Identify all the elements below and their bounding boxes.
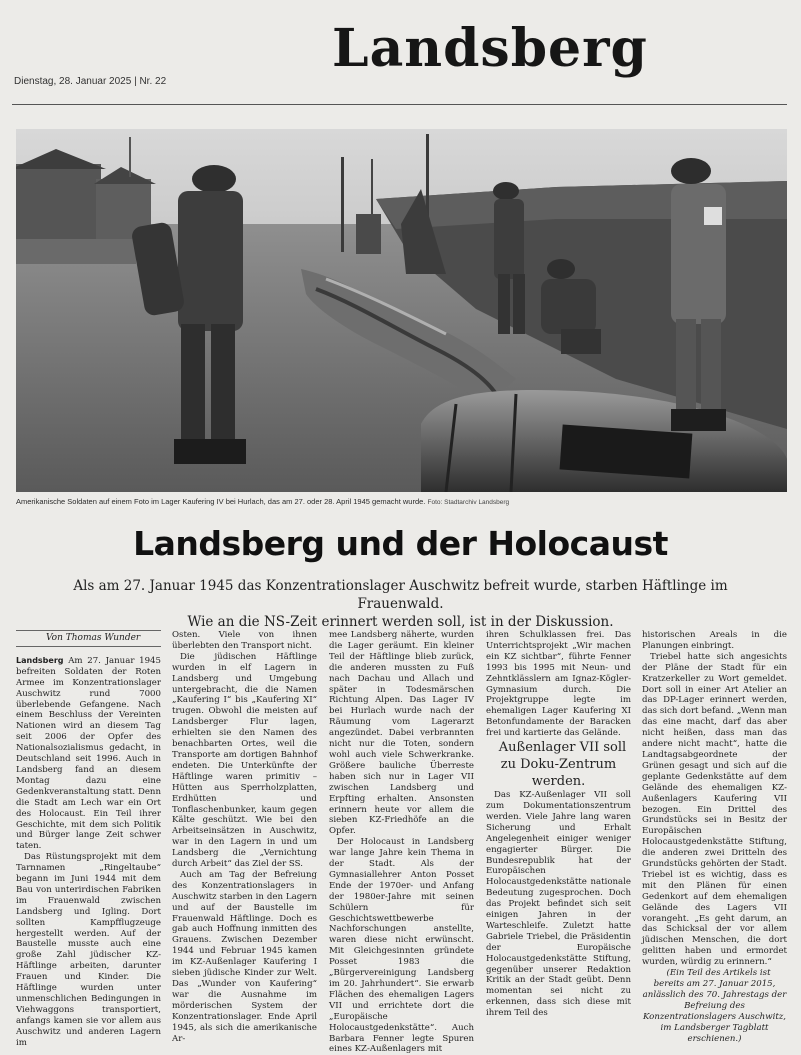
byline: Von Thomas Wunder <box>16 630 161 647</box>
paragraph: Auch am Tag der Befreiung des Konzentrationslagers in Auschwitz starben in den Lagern und auf der Baustelle im Frauenwald Häftlinge. Doch es gab auch Hoffnung inmitten des Grauens. Zwischen Dezember 1944 und Februar 1945 kamen im KZ-Außenlager Kaufering I sieben jüdische Kinder zur Welt. Das „Wunder von Kaufering“ war die Ausnahme im mörderischen System der Konzentrationslager. Ende April 1945, als sich die amerikanische Ar- <box>172 869 317 1044</box>
paragraph: ihren Schulklassen frei. Das Unterrichtsprojekt „Wir machen ein KZ sichtbar“, führte Fenner 1993 bis 1995 mit Neun- und Zehntklässlern am Ignaz-Kögler-Gymnasium durch. Die Projektgruppe legte im ehemaligen Lager Kaufering XI Betonfundamente der Baracken frei und kartierte das Gelände. <box>486 630 631 739</box>
caption-text: Amerikanische Soldaten auf einem Foto im Lager Kaufering IV bei Hurlach, das am 27. oder 28. April 1945 gemacht wurde. <box>16 497 426 506</box>
paragraph: Der Holocaust in Landsberg war lange Jahre kein Thema in der Stadt. Als der Gymnasiallehrer Anton Posset Ende der 1970er- und Anfang der 1980er-Jahre mit seinen Schülern für Geschichtswettbewerbe Nachforschungen anstellte, waren diese nicht erwünscht. Mit Gleichgesinnten gründete Posset 1983 die „Bürgervereinigung Landsberg im 20. Jahrhundert“. Sie erwarb Flächen des ehemaligen Lagers VII und errichtete dort die „Europäische Holocaustgedenkstätte“. Auch Barbara Fenner legte Spuren eines KZ-Außenlagers mit <box>329 837 474 1055</box>
dateline: Dienstag, 28. Januar 2025 | Nr. 22 <box>14 76 167 87</box>
article-column-1 <box>16 630 161 1049</box>
article-column-2 <box>172 630 317 1044</box>
section-subheading: Außenlager VII soll zu Doku-Zentrum werden. <box>498 740 627 790</box>
masthead-rule <box>12 104 787 105</box>
subhead-line-1: Als am 27. Januar 1945 das Konzentrationslager Auschwitz befreit wurde, starben Häftlinge im Frauenwald. <box>73 578 728 612</box>
paragraph: Das Rüstungsprojekt mit dem Tarnnamen „Ringeltaube“ begann im Juni 1944 mit dem Bau von unterirdischen Fabriken im Frauenwald zwischen Landsberg und Igling. Dort sollten Kampfflugzeuge hergestellt werden. Auf der Baustelle musste auch eine große Zahl jüdischer KZ-Häftlinge arbeiten, darunter Frauen und Kinder. Die Häftlinge wurden unter unmenschlichen Bedingungen in Viehwaggons transportiert, anfangs kamen sie vor allem aus Auschwitz und anderen Lagern im <box>16 852 161 1048</box>
photo-illustration <box>16 129 787 492</box>
article-photo <box>16 129 787 492</box>
paragraph: Die jüdischen Häftlinge wurden in elf Lagern in Landsberg und Umgebung untergebracht, die die Namen „Kaufering I“ bis „Kaufering XI“ trugen. Obwohl die meisten auf Landsberger Flur lagen, erhielten sie den Namen des benachbarten Ortes, weil die Transporte am dortigen Bahnhof endeten. Die Unterkünfte der Häftlinge waren primitiv – Hütten aus Sperrholzplatten, Erdhütten und Tonflaschenbunker, kaum gegen Kälte geschützt. Wie bei den Arbeitseinsätzen in Auschwitz, war in den Lagern in und um Landsberg die „Vernichtung durch Arbeit“ das Ziel der SS. <box>172 651 317 870</box>
article-column-5 <box>642 630 787 1044</box>
article-subhead <box>30 577 771 631</box>
paragraph: Das KZ-Außenlager VII soll zum Dokumentationszentrum werden. Viele Jahre lang waren Sicherung und Erhalt Angelegenheit einiger weniger engagierter Bürger. Die Bundesrepublik hat der Europäischen Holocaustgedenkstätte nationale Bedeutung zugesprochen. Doch das Projekt befindet sich seit einigen Jahren in der Warteschleife. Zuletzt hatte Gabriele Triebel, die Präsidentin der Europäische Holocaustgedenkstätte Stiftung, gegenüber unserer Redaktion Kritik an der Stadt geübt. Denn momentan sei nicht zu erkennen, dass sich diese mit ihrem Teil des <box>486 790 631 1019</box>
article-column-3 <box>329 630 474 1055</box>
article-column-4 <box>486 630 631 1019</box>
paragraph: historischen Areals in die Planungen einbringt. <box>642 630 787 651</box>
paragraph <box>16 656 161 852</box>
editor-note: (Ein Teil des Artikels ist bereits am 27. Januar 2015, anlässlich des 70. Jahrestags der Befreiung des Konzentrationslagers Auschwitz, im Landsberger Tagblatt erschienen.) <box>642 968 787 1044</box>
paragraph: mee Landsberg näherte, wurden die Lager geräumt. Ein kleiner Teil der Häftlinge blieb zurück, die anderen mussten zu Fuß nach Dachau und Allach und später in Todesmärschen Richtung Alpen. Das Lager IV bei Hurlach wurde nach der Räumung vom Lagerarzt angezündet. Dabei verbrannten nicht nur die Toten, sondern wohl auch viele Schwerkranke. Größere bauliche Überreste haben sich nur in Lager VII zwischen Landsberg und Erpfting erhalten. Ansonsten erinnern heute vor allem die sieben KZ-Friedhöfe an die Opfer. <box>329 630 474 837</box>
photo-caption <box>16 497 787 506</box>
paragraph: Triebel hatte sich angesichts der Pläne der Stadt für ein Kratzerkeller zu Wort gemeldet. Dort soll in einer Art Atelier an das DP-Lager erinnert werden, das sich dort befand. „Wenn man das eine macht, darf das aber nicht heißen, dass man das andere nicht macht“, hatte die Landtagsabgeordnete der Grünen gesagt und sich auf die geplante Gedenkstätte auf dem Gelände des ehemaligen KZ-Außenlagers Kaufering VII bezogen. Ein Drittel des Grundstücks sei in Besitz der Europäischen Holocaustgedenkstätte Stiftung, die anderen zwei Dritteln des Grundstücks gehörten der Stadt. Triebel ist es wichtig, dass es mit den Plänen für einen Gedenkort auf dem ehemaligen Gelände des Lagers VII vorangeht. „Es geht darum, an das Schicksal der vor allem jüdischen Menschen, die dort gelitten haben und ermordet wurden, würdig zu erinnern.“ <box>642 651 787 968</box>
masthead-title: Landsberg <box>332 18 648 79</box>
paragraph: Osten. Viele von ihnen überlebten den Transport nicht. <box>172 630 317 651</box>
dateline-place: Landsberg <box>16 655 64 665</box>
article-headline: Landsberg und der Holocaust <box>133 524 668 563</box>
paragraph-text: Am 27. Januar 1945 befreiten Soldaten der Roten Armee im Konzentrationslager Auschwitz rund 7000 überlebende Gefangene. Nach einem Beschluss der Vereinten Nationen wird an diesem Tag seit 2006 der Opfer des Nationalsozialismus gedacht, in Deutschland seit 1996. Auch in Landsberg fand an diesem Montag dazu eine Gedenkveranstaltung statt. Denn die Stadt am Lech war ein Ort des Holocaust. Ein Teil ihrer Geschichte, mit dem sich Politik und Bürger lange Zeit schwer taten. <box>16 655 161 852</box>
subhead-line-2: Wie an die NS-Zeit erinnert werden soll, ist in der Diskussion. <box>187 614 614 630</box>
photo-credit: Foto: Stadtarchiv Landsberg <box>427 499 510 506</box>
